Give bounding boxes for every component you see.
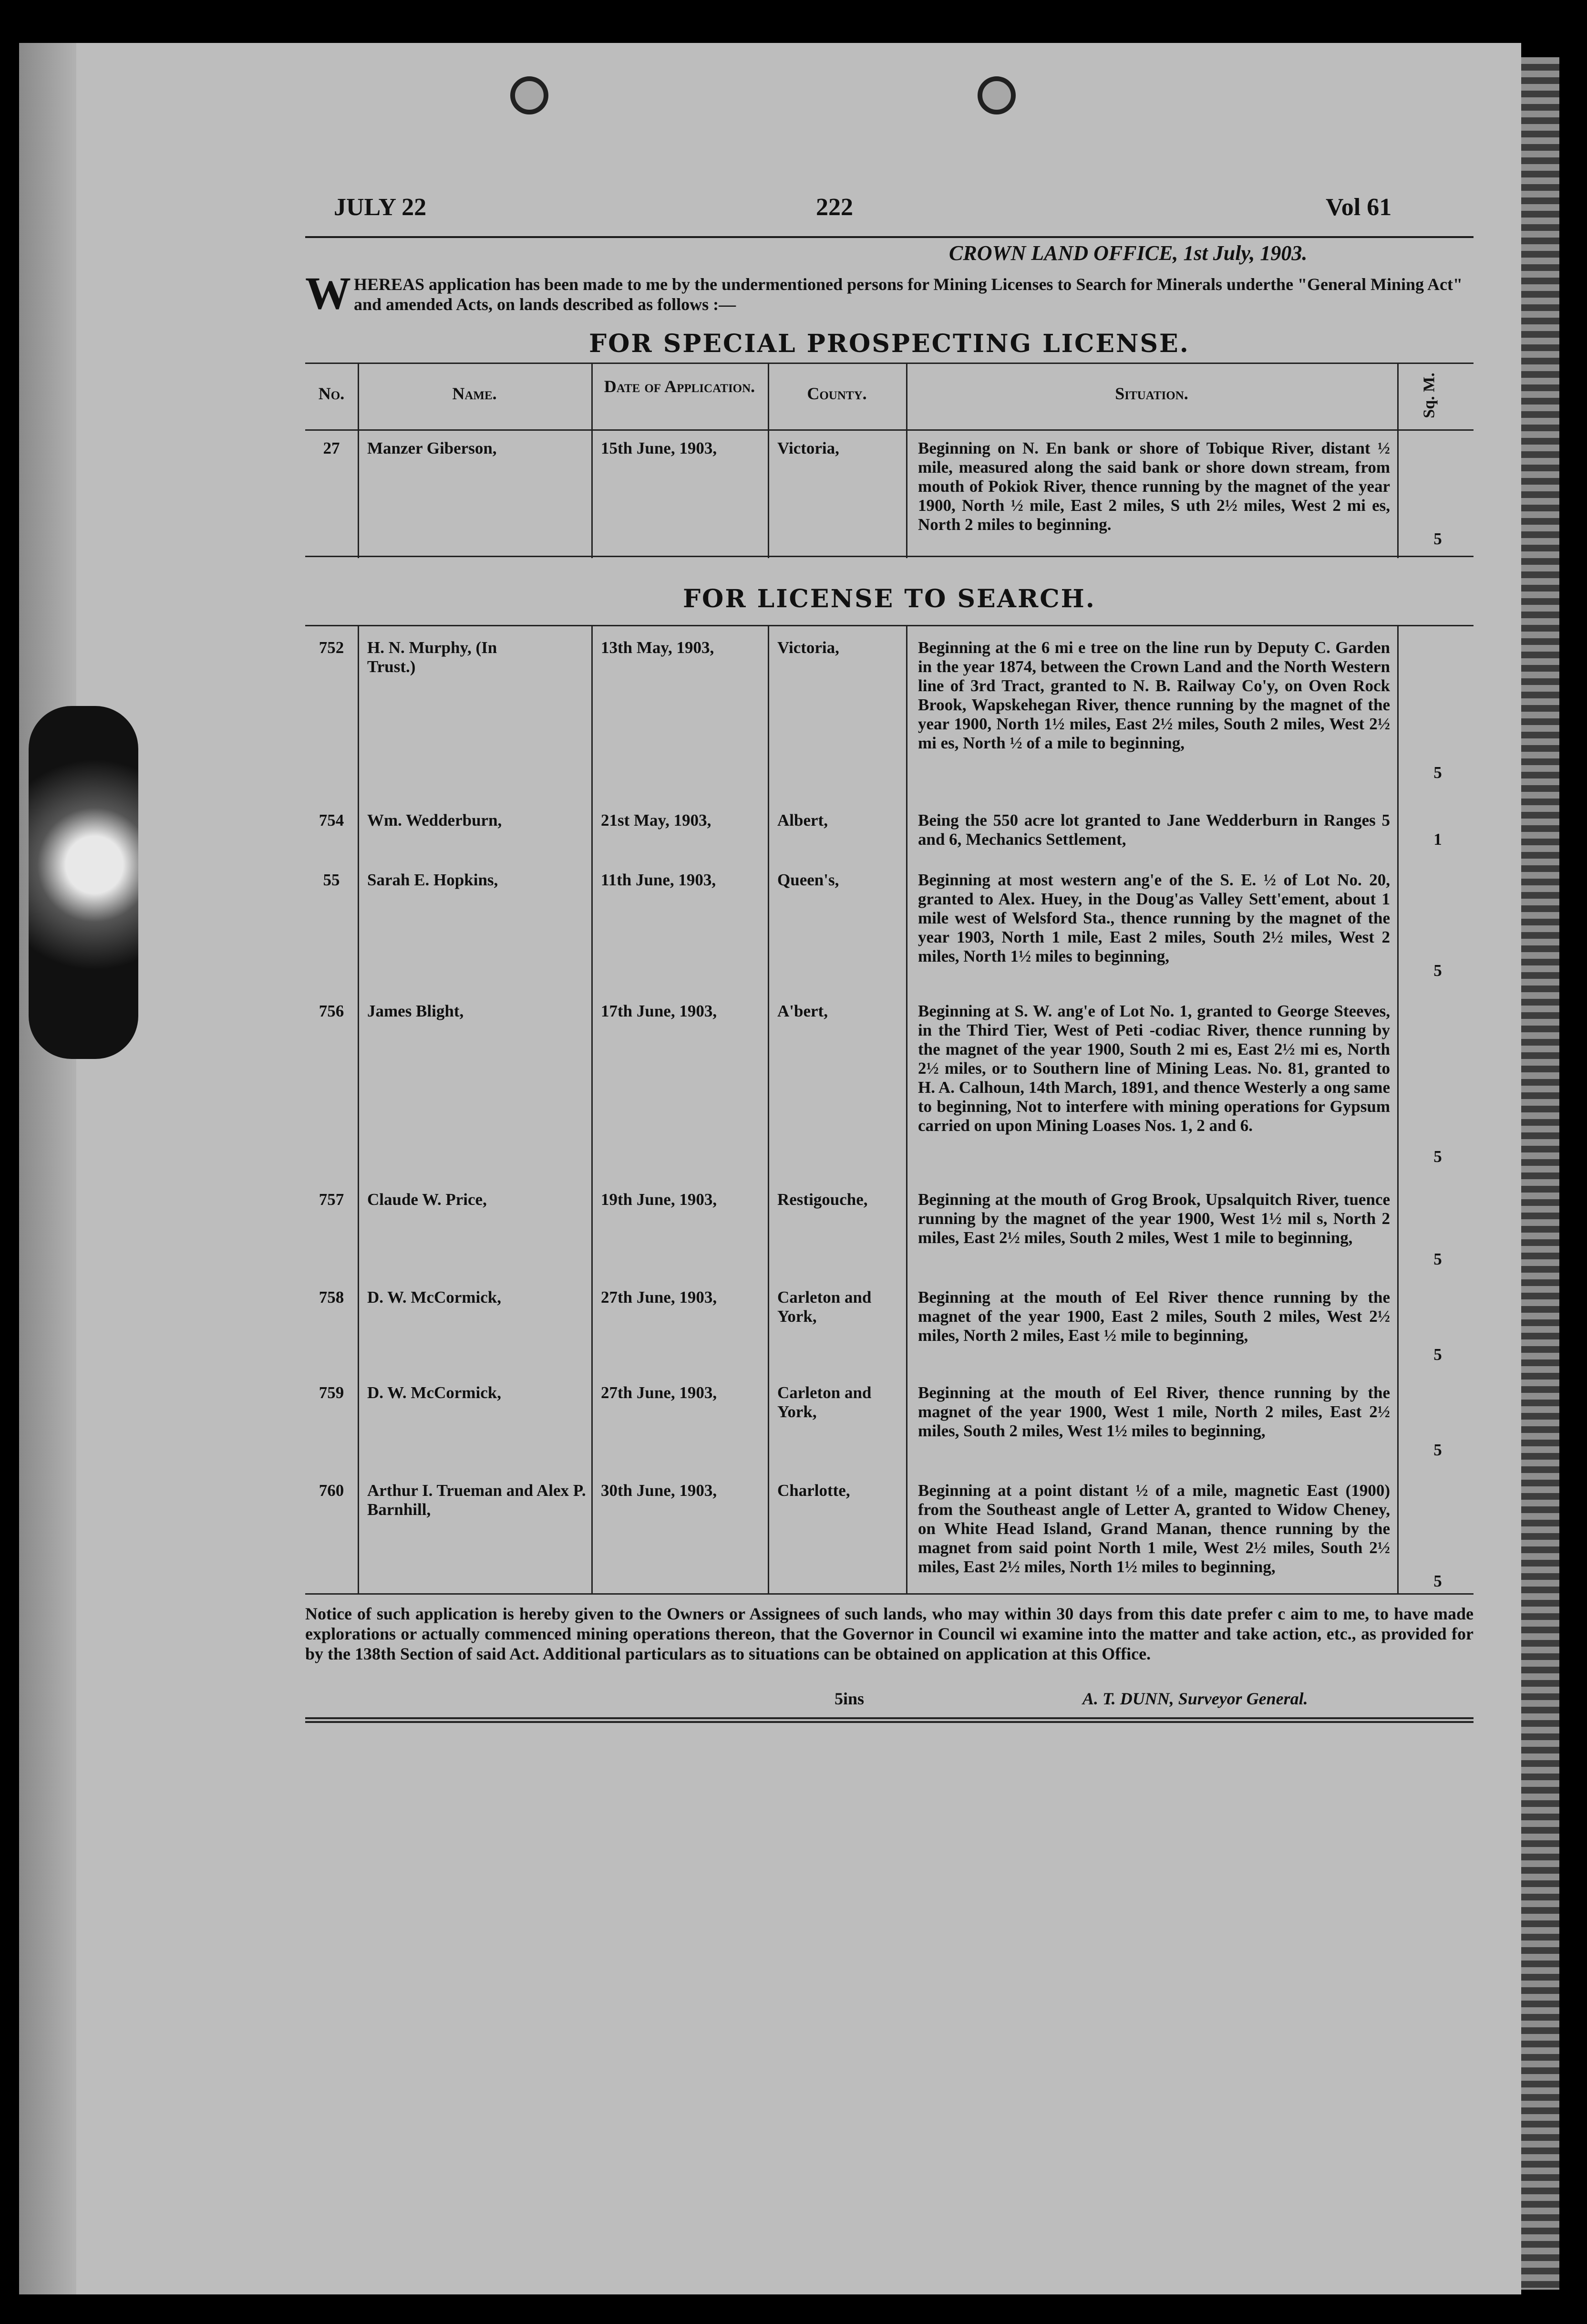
row-date: 27th June, 1903, bbox=[601, 1288, 717, 1307]
row-no: 754 bbox=[319, 811, 344, 830]
row-sqm: 5 bbox=[1433, 1147, 1442, 1166]
table-top-rule bbox=[305, 363, 1474, 364]
row-county: Albert, bbox=[777, 811, 828, 830]
row-sqm: 5 bbox=[1433, 961, 1442, 980]
row-sqm: 1 bbox=[1433, 830, 1442, 849]
row-situation: Beginning at the mouth of Grog Brook, Upsalquitch River, tuence running by the magnet of the year 1900, West 1½ mil s, North 2 miles, East 2½ miles, South 2 miles, West 1 mile to beginning, bbox=[918, 1190, 1390, 1247]
row-no: 759 bbox=[319, 1383, 344, 1402]
punch-hole-right bbox=[978, 76, 1016, 114]
license-to-search-heading: FOR LICENSE TO SEARCH. bbox=[683, 584, 1096, 613]
row-date: 30th June, 1903, bbox=[601, 1481, 717, 1500]
col-divider bbox=[358, 625, 359, 1593]
col-header-no: No. bbox=[318, 384, 345, 403]
table-bottom-rule bbox=[305, 556, 1474, 557]
row-no: 758 bbox=[319, 1288, 344, 1307]
col-header-situation: Situation. bbox=[1115, 384, 1188, 403]
col-divider bbox=[591, 625, 593, 1593]
row-no: 27 bbox=[323, 439, 340, 457]
row-date: 15th June, 1903, bbox=[601, 439, 717, 457]
signature: A. T. DUNN, Surveyor General. bbox=[1082, 1689, 1308, 1708]
row-situation: Beginning at the mouth of Eel River thence running by the magnet of the year 1900, East 2 miles, South 2 miles, West 2½ miles, North 2 miles, East ½ mile to beginning, bbox=[918, 1288, 1390, 1345]
special-license-table bbox=[305, 363, 1474, 558]
binder-clip bbox=[29, 706, 138, 1059]
row-sqm: 5 bbox=[1433, 1250, 1442, 1268]
row-name: Wm. Wedderburn, bbox=[367, 811, 502, 830]
license-to-search-table bbox=[305, 625, 1474, 1593]
header-rule bbox=[305, 236, 1474, 238]
intro-paragraph bbox=[305, 268, 1474, 319]
punch-hole-left bbox=[510, 76, 548, 114]
col-header-sqm: Sq. M. bbox=[1420, 373, 1438, 418]
row-situation: Beginning at most western ang'e of the S. E. ½ of Lot No. 20, granted to Alex. Huey, in the Doug'as Valley Sett'ement, about 1 mile west of Welsford Sta., thence running by the magnet of the year 1903, North 1 mile, East 2 miles, South 2½ miles, West 2 miles, North 1½ miles to beginning, bbox=[918, 871, 1390, 965]
row-date: 11th June, 1903, bbox=[601, 871, 716, 889]
row-sqm: 5 bbox=[1433, 763, 1442, 782]
issue-date: JULY 22 bbox=[334, 194, 427, 221]
col-header-name: Name. bbox=[452, 384, 497, 403]
row-date: 19th June, 1903, bbox=[601, 1190, 717, 1209]
col-divider bbox=[1397, 625, 1399, 1593]
row-date: 17th June, 1903, bbox=[601, 1002, 717, 1020]
row-no: 757 bbox=[319, 1190, 344, 1209]
row-no: 756 bbox=[319, 1002, 344, 1020]
row-name: Arthur I. Trueman and Alex P. Barnhill, bbox=[367, 1481, 586, 1519]
row-sqm: 5 bbox=[1433, 1345, 1442, 1364]
row-situation: Beginning at a point distant ½ of a mile, magnetic East (1900) from the Southeast angle of Letter A, granted to Widow Cheney, on White Head Island, Grand Manan, thence running by the magnet from said point North 1 mile, West 2½ miles, South 2½ miles, East 2½ miles, North 1½ miles to beginning, bbox=[918, 1481, 1390, 1576]
volume-label: Vol 61 bbox=[1326, 194, 1392, 221]
row-name: H. N. Murphy, (In Trust.) bbox=[367, 638, 497, 676]
intro-text: HEREAS application has been made to me by the undermentioned persons for Mining Licenses to Search for Minerals underthe "General Mining Act" and amended Acts, on lands described as follows :— bbox=[354, 275, 1463, 314]
notice-paragraph: Notice of such application is hereby given to the Owners or Assignees of such lands, who may within 30 days from this date prefer c aim to me, to have made explorations or actually commenced mining operations thereon, that the Governor in Council wi examine into the matter and take action, etc., as provided for by the 138th Section of said Act. Additional particulars as to situations can be obtained on application at this Office. bbox=[305, 1604, 1474, 1663]
table-bottom-rule bbox=[305, 1593, 1474, 1595]
row-sqm: 5 bbox=[1433, 1572, 1442, 1590]
drop-cap: W bbox=[305, 268, 351, 319]
row-name: Claude W. Price, bbox=[367, 1190, 487, 1209]
row-sqm: 5 bbox=[1433, 1441, 1442, 1459]
table-top-rule bbox=[305, 625, 1474, 626]
col-header-date: Date of Application. bbox=[604, 377, 755, 396]
row-situation: Beginning at the mouth of Eel River, thence running by the magnet of the year 1900, West 1 mile, North 2 miles, East 2½ miles, South 2 miles, West 1½ miles to beginning, bbox=[918, 1383, 1390, 1440]
row-situation: Beginning at S. W. ang'e of Lot No. 1, granted to George Steeves, in the Third Tier, West of Peti -codiac River, thence running by the magnet of the year 1900, South 2 mi es, East 2½ mi es, North 2½ miles, or to Southern line of Mining Leas. No. 81, granted to H. A. Calhoun, 14th March, 1891, and thence Westerly a ong same to beginning, Not to interfere with mining operations for Gypsum carried on upon Mining Loases Nos. 1, 2 and 6. bbox=[918, 1002, 1390, 1135]
col-header-county: County. bbox=[807, 384, 867, 403]
row-county: Carleton and York, bbox=[777, 1383, 872, 1421]
page-stack-edge bbox=[1521, 57, 1559, 2290]
row-county: Victoria, bbox=[777, 439, 839, 457]
row-county: A'bert, bbox=[777, 1002, 828, 1020]
row-no: 752 bbox=[319, 638, 344, 657]
row-situation: Being the 550 acre lot granted to Jane Wedderburn in Ranges 5 and 6, Mechanics Settlement, bbox=[918, 811, 1390, 849]
closing-double-rule bbox=[305, 1717, 1474, 1723]
col-divider bbox=[1397, 363, 1399, 558]
row-name: D. W. McCormick, bbox=[367, 1288, 501, 1307]
binding-edge bbox=[19, 43, 76, 2294]
row-county: Restigouche, bbox=[777, 1190, 868, 1209]
office-dateline: CROWN LAND OFFICE, 1st July, 1903. bbox=[949, 241, 1308, 265]
col-divider bbox=[768, 625, 769, 1593]
row-date: 27th June, 1903, bbox=[601, 1383, 717, 1402]
row-county: Carleton and York, bbox=[777, 1288, 872, 1326]
row-sqm: 5 bbox=[1433, 529, 1442, 548]
col-divider bbox=[906, 625, 907, 1593]
special-license-heading: FOR SPECIAL PROSPECTING LICENSE. bbox=[589, 329, 1190, 358]
table-header-rule bbox=[305, 429, 1474, 431]
row-date: 21st May, 1903, bbox=[601, 811, 711, 830]
row-name: James Blight, bbox=[367, 1002, 464, 1020]
row-name: D. W. McCormick, bbox=[367, 1383, 501, 1402]
row-name: Manzer Giberson, bbox=[367, 439, 497, 457]
row-name: Sarah E. Hopkins, bbox=[367, 871, 498, 889]
row-no: 55 bbox=[323, 871, 340, 889]
row-situation: Beginning at the 6 mi e tree on the line run by Deputy C. Garden in the year 1874, between the Crown Land and the North Western line of 3rd Tract, granted to N. B. Railway Co'y, on Oven Rock Brook, Wapskehegan River, thence running by the magnet of the year 1900, North 1½ miles, East 2½ miles, South 2 miles, West 2½ mi es, North ½ of a mile to beginning, bbox=[918, 638, 1390, 752]
row-date: 13th May, 1903, bbox=[601, 638, 714, 657]
row-county: Queen's, bbox=[777, 871, 839, 889]
row-no: 760 bbox=[319, 1481, 344, 1500]
page-number: 222 bbox=[816, 194, 853, 221]
insertion-mark: 5ins bbox=[835, 1689, 865, 1708]
row-situation: Beginning on N. En bank or shore of Tobique River, distant ½ mile, measured along the said bank or shore down stream, from mouth of Pokiok River, thence running by the magnet of the year 1900, North ½ mile, East 2 miles, S uth 2½ miles, West 2 mi es, North 2 miles to beginning. bbox=[918, 439, 1390, 534]
row-county: Victoria, bbox=[777, 638, 839, 657]
row-county: Charlotte, bbox=[777, 1481, 850, 1500]
